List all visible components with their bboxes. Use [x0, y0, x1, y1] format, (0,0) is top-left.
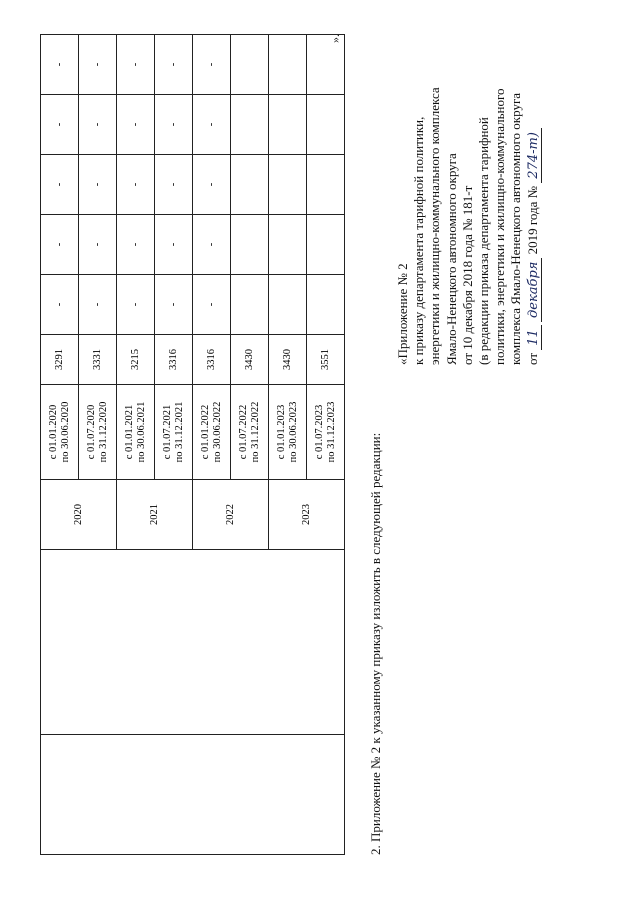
empty-cell	[307, 155, 345, 215]
dash-cell: -	[79, 35, 117, 95]
dash-cell: -	[193, 35, 231, 95]
heading-line: энергетики и жилищно-коммунального комплекса	[427, 87, 443, 365]
empty-cell	[231, 155, 269, 215]
heading-line: комплекса Ямало-Ненецкого автономного округа	[508, 92, 524, 365]
heading-line: к приказу департамента тарифной политики,	[411, 116, 427, 365]
dash-cell: -	[155, 35, 193, 95]
heading-line: от 10 декабря 2018 года № 181-т	[459, 185, 475, 365]
handwritten-day: 11	[526, 325, 542, 350]
empty-cell	[269, 35, 307, 95]
closing-quote: ».	[328, 34, 342, 43]
period-cell: с 01.07.2021 по 31.12.2021	[155, 385, 193, 480]
empty-cell	[231, 275, 269, 335]
empty-cell	[269, 215, 307, 275]
period-cell: с 01.07.2022 по 31.12.2022	[231, 385, 269, 480]
empty-cell	[269, 95, 307, 155]
amendment-clause: 2. Приложение № 2 к указанному приказу изложить в следующей редакции:	[368, 432, 383, 855]
blank-cell	[41, 550, 345, 735]
dash-cell: -	[193, 275, 231, 335]
table-row	[41, 35, 79, 855]
period-cell: с 01.01.2021 по 30.06.2021	[117, 385, 155, 480]
tariff-value: 3430	[269, 335, 307, 385]
heading-line: Ямало-Ненецкого автономного округа	[443, 153, 459, 365]
empty-cell	[307, 35, 345, 95]
dash-cell: -	[193, 155, 231, 215]
dash-cell: -	[155, 275, 193, 335]
empty-cell	[231, 215, 269, 275]
handwritten-month: декабря	[526, 258, 542, 322]
heading-line: «Приложение № 2	[395, 263, 410, 365]
empty-cell	[307, 275, 345, 335]
year-cell: 2023	[269, 480, 345, 550]
blank-cell	[41, 735, 345, 855]
period-cell: с 01.01.2020 по 30.06.2020	[41, 385, 79, 480]
dash-cell: -	[41, 35, 79, 95]
tariff-value: 3551	[307, 335, 345, 385]
dash-cell: -	[155, 215, 193, 275]
empty-cell	[269, 155, 307, 215]
year-cell: 2020	[41, 480, 117, 550]
dash-cell: -	[41, 155, 79, 215]
tariff-value: 3430	[231, 335, 269, 385]
period-cell: с 01.01.2023 по 30.06.2023	[269, 385, 307, 480]
dash-cell: -	[79, 95, 117, 155]
dash-cell: -	[41, 275, 79, 335]
dash-cell: -	[155, 155, 193, 215]
tariff-value: 3316	[193, 335, 231, 385]
dash-cell: -	[117, 215, 155, 275]
heading-line-date: от 11 декабря 2019 года № 274-т)	[525, 5, 542, 365]
tariff-value: 3291	[41, 335, 79, 385]
dash-cell: -	[117, 155, 155, 215]
handwritten-number: 274-т)	[526, 128, 542, 183]
tariff-value: 3331	[79, 335, 117, 385]
empty-cell	[269, 275, 307, 335]
year-cell: 2021	[117, 480, 193, 550]
dash-cell: -	[79, 215, 117, 275]
heading-line: политики, энергетики и жилищно-коммунального	[492, 88, 508, 365]
empty-cell	[231, 35, 269, 95]
tariff-value: 3215	[117, 335, 155, 385]
dash-cell: -	[193, 95, 231, 155]
dash-cell: -	[79, 155, 117, 215]
appendix-heading	[395, 5, 542, 365]
dash-cell: -	[41, 95, 79, 155]
period-cell: с 01.07.2020 по 31.12.2020	[79, 385, 117, 480]
empty-cell	[307, 215, 345, 275]
tariff-value: 3316	[155, 335, 193, 385]
period-cell: с 01.07.2023 по 31.12.2023	[307, 385, 345, 480]
heading-line: (в редакции приказа департамента тарифной	[476, 117, 492, 365]
dash-cell: -	[117, 95, 155, 155]
empty-cell	[307, 95, 345, 155]
empty-cell	[231, 95, 269, 155]
tariff-table	[40, 35, 345, 855]
dash-cell: -	[79, 275, 117, 335]
year-cell: 2022	[193, 480, 269, 550]
dash-cell: -	[117, 275, 155, 335]
period-cell: с 01.01.2022 по 30.06.2022	[193, 385, 231, 480]
dash-cell: -	[155, 95, 193, 155]
dash-cell: -	[193, 215, 231, 275]
dash-cell: -	[41, 215, 79, 275]
dash-cell: -	[117, 35, 155, 95]
